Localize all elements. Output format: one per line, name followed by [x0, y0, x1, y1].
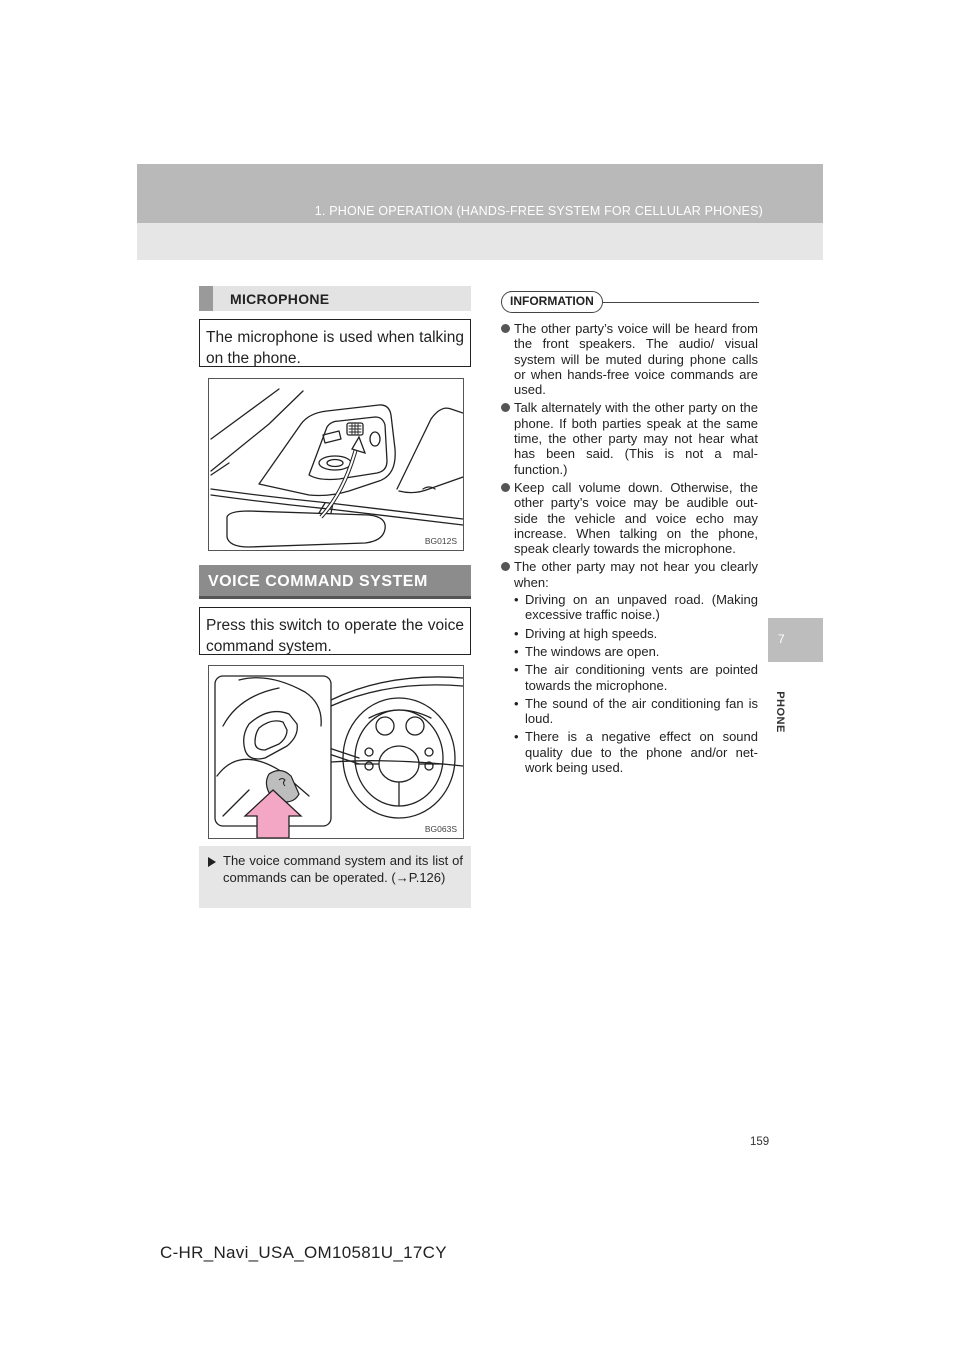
microphone-diagram: [209, 379, 463, 550]
voice-command-description: Press this switch to operate the voice command system.: [199, 607, 471, 655]
information-list: [501, 321, 758, 778]
document-code: C-HR_Navi_USA_OM10581U_17CY: [160, 1243, 447, 1262]
chapter-number: 7: [778, 632, 785, 646]
microphone-heading: [199, 286, 471, 311]
heading-marker: [199, 286, 213, 311]
information-subitem: • The air conditioning vents are pointed towards the microphone.: [514, 662, 758, 693]
bullet-circle-icon: [501, 324, 510, 333]
microphone-heading-text: MICROPHONE: [230, 291, 330, 307]
bullet-triangle-icon: [208, 857, 216, 867]
header-title: 1. PHONE OPERATION (HANDS-FREE SYSTEM FOR CELLULAR PHONES): [314, 204, 763, 218]
voice-command-note: [199, 846, 471, 908]
information-sublist: [514, 592, 758, 775]
microphone-illustration: [208, 378, 464, 551]
information-subitem: • The windows are open.: [514, 644, 758, 659]
voice-command-heading: [199, 565, 471, 599]
information-item-text: The other party may not hear you clearly when:: [514, 559, 758, 590]
chapter-label-text: PHONE: [774, 691, 786, 733]
information-item: [501, 400, 758, 476]
information-subitem: • Driving on an unpaved road. (Making excessive traffic noise.): [514, 592, 758, 623]
information-item-text: The other party’s voice will be heard from the front speakers. The audio/ visual system will be muted during phone calls or when hands-free voice commands are used.: [514, 321, 758, 398]
information-heading: INFORMATION: [501, 291, 603, 313]
information-subitem: • There is a negative effect on sound quality due to the phone and/or net- work being used.: [514, 729, 758, 775]
information-item: [501, 480, 758, 556]
information-item-text: Keep call volume down. Otherwise, the other party’s voice may be audible out- side the vehicle and voice echo may increase. When talking on the phone, speak clearly towards the microphone.: [514, 479, 758, 557]
figure-code: BG063S: [424, 824, 457, 834]
bullet-circle-icon: [501, 403, 510, 412]
bullet-circle-icon: [501, 562, 510, 571]
information-subitem: • Driving at high speeds.: [514, 626, 758, 641]
information-item: [501, 321, 758, 397]
voice-command-heading-text: VOICE COMMAND SYSTEM: [208, 573, 428, 590]
microphone-description: The microphone is used when talking on the phone.: [199, 319, 471, 367]
steering-switch-diagram: [209, 666, 463, 838]
steering-switch-illustration: [208, 665, 464, 839]
chapter-tab[interactable]: [768, 618, 823, 662]
information-item: [501, 559, 758, 775]
information-subitem: • The sound of the air conditioning fan is loud.: [514, 696, 758, 727]
bullet-circle-icon: [501, 483, 510, 492]
page-number: 159: [750, 1136, 770, 1148]
information-item-text: Talk alternately with the other party on the phone. If both parties speak at the same time, the other party may not hear what has been said. (This is not a mal- function.): [514, 400, 758, 477]
figure-code: BG012S: [424, 536, 457, 546]
chapter-label: [770, 682, 790, 742]
header-bar: [137, 164, 823, 223]
voice-command-note-text: The voice command system and its list of commands can be operated. (→P.126): [223, 853, 463, 885]
